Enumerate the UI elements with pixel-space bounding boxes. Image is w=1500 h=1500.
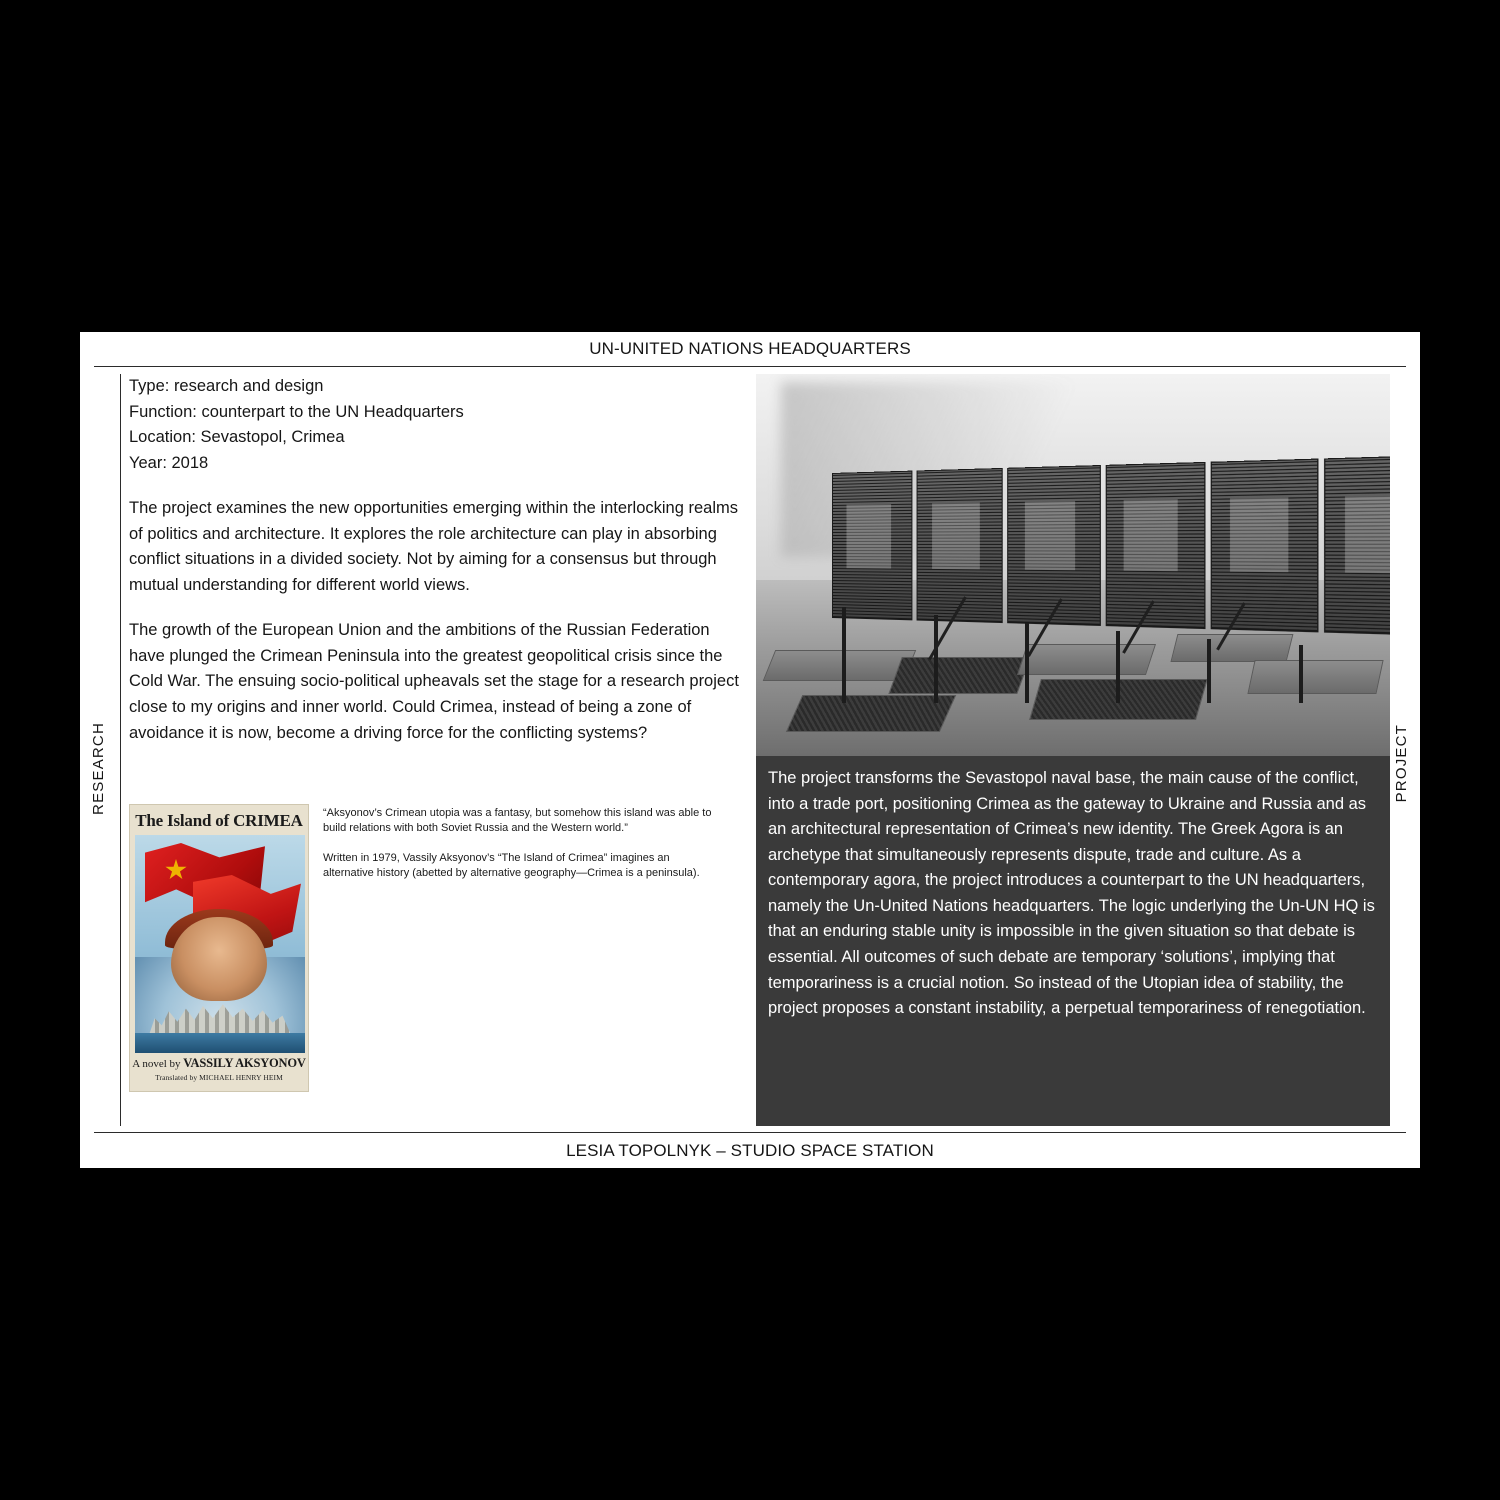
research-paragraph-1: The project examines the new opportunities emerging within the interlocking realms of politics and architecture. It explores the role architecture can play in absorbing conflict situations in a divided society. Not by aiming for a consensus but through mutual understanding for different world views. <box>129 498 738 595</box>
side-label-research: RESEARCH <box>90 722 107 815</box>
board-footer <box>80 1133 1420 1168</box>
book-cover-author <box>130 1056 308 1071</box>
project-column <box>756 374 1390 1126</box>
book-cover-title: The Island of CRIMEA <box>135 811 303 830</box>
project-description: The project transforms the Sevastopol naval base, the main cause of the conflict, into a trade port, positioning Crimea as the gateway to Ukraine and Russia and as an architectural representation of Crimea’s new identity. The Greek Agora is an archetype that simultaneously represents dispute, trade and culture. As a contemporary agora, the project introduces a counterpart to the UN headquarters, namely the Un-United Nations headquarters. The logic underlying the Un-UN HQ is that an enduring stable unity is impossible in the given situation so that debate is essential. All outcomes of such debate are temporary ‘solutions’, implying that temporariness is a crucial notion. So instead of the Utopian idea of stability, the project proposes a constant instability, a perpetual temporariness of renegotiation. <box>756 756 1390 1126</box>
project-model-photo <box>756 374 1390 756</box>
side-label-project: PROJECT <box>1393 724 1410 803</box>
book-caption-note: Written in 1979, Vassily Aksyonov’s “The Island of Crimea” imagines an alternative history (abetted by alternative geography—Crimea is a peninsula). <box>323 851 700 879</box>
model-support-posts <box>832 603 1339 702</box>
support-post <box>842 607 846 702</box>
support-post <box>1025 623 1029 702</box>
research-column <box>120 374 740 1126</box>
portrait-face <box>171 917 267 1001</box>
book-author-prefix: A novel by <box>132 1058 181 1070</box>
diagonal-brace <box>1028 598 1063 656</box>
book-cover-image <box>129 804 309 1092</box>
book-caption-quote: “Aksyonov’s Crimean utopia was a fantasy, but somehow this island was able to build relations with both Soviet Russia and the Western world.” <box>323 807 712 834</box>
support-post <box>1207 639 1211 703</box>
meta-function: Function: counterpart to the UN Headquarters <box>129 402 464 421</box>
meta-year: Year: 2018 <box>129 454 209 473</box>
credit-line: LESIA TOPOLNYK – STUDIO SPACE STATION <box>566 1140 934 1160</box>
meta-location: Location: Sevastopol, Crimea <box>129 428 345 447</box>
presentation-board <box>80 332 1420 1168</box>
header-divider <box>94 366 1406 367</box>
book-cover-translator: Translated by MICHAEL HENRY HEIM <box>155 1073 283 1082</box>
book-author-name: VASSILY AKSYONOV <box>183 1056 306 1070</box>
board-header <box>80 332 1420 366</box>
support-post <box>934 615 938 702</box>
screen-panel <box>917 468 1003 623</box>
sea-band <box>135 1033 305 1053</box>
meta-type: Type: research and design <box>129 377 324 395</box>
screen-panel <box>832 471 913 621</box>
project-metadata <box>129 374 740 477</box>
page-title: UN-UNITED NATIONS HEADQUARTERS <box>589 339 911 358</box>
book-reference <box>129 804 737 1092</box>
book-cover-artwork <box>135 835 305 1053</box>
support-post <box>1299 645 1303 703</box>
book-caption-block <box>323 804 723 1092</box>
diagonal-brace <box>1216 602 1245 650</box>
research-paragraph-2: The growth of the European Union and the ambitions of the Russian Federation have plunged the Crimean Peninsula into the greatest geopolitical crisis since the Cold War. The ensuing socio-political upheavals set the stage for a research project close to my origins and inner world. Could Crimea, instead of being a zone of avoidance it is now, become a driving force for the conflicting systems? <box>129 620 739 742</box>
support-post <box>1116 631 1120 703</box>
diagonal-brace <box>1122 600 1154 653</box>
